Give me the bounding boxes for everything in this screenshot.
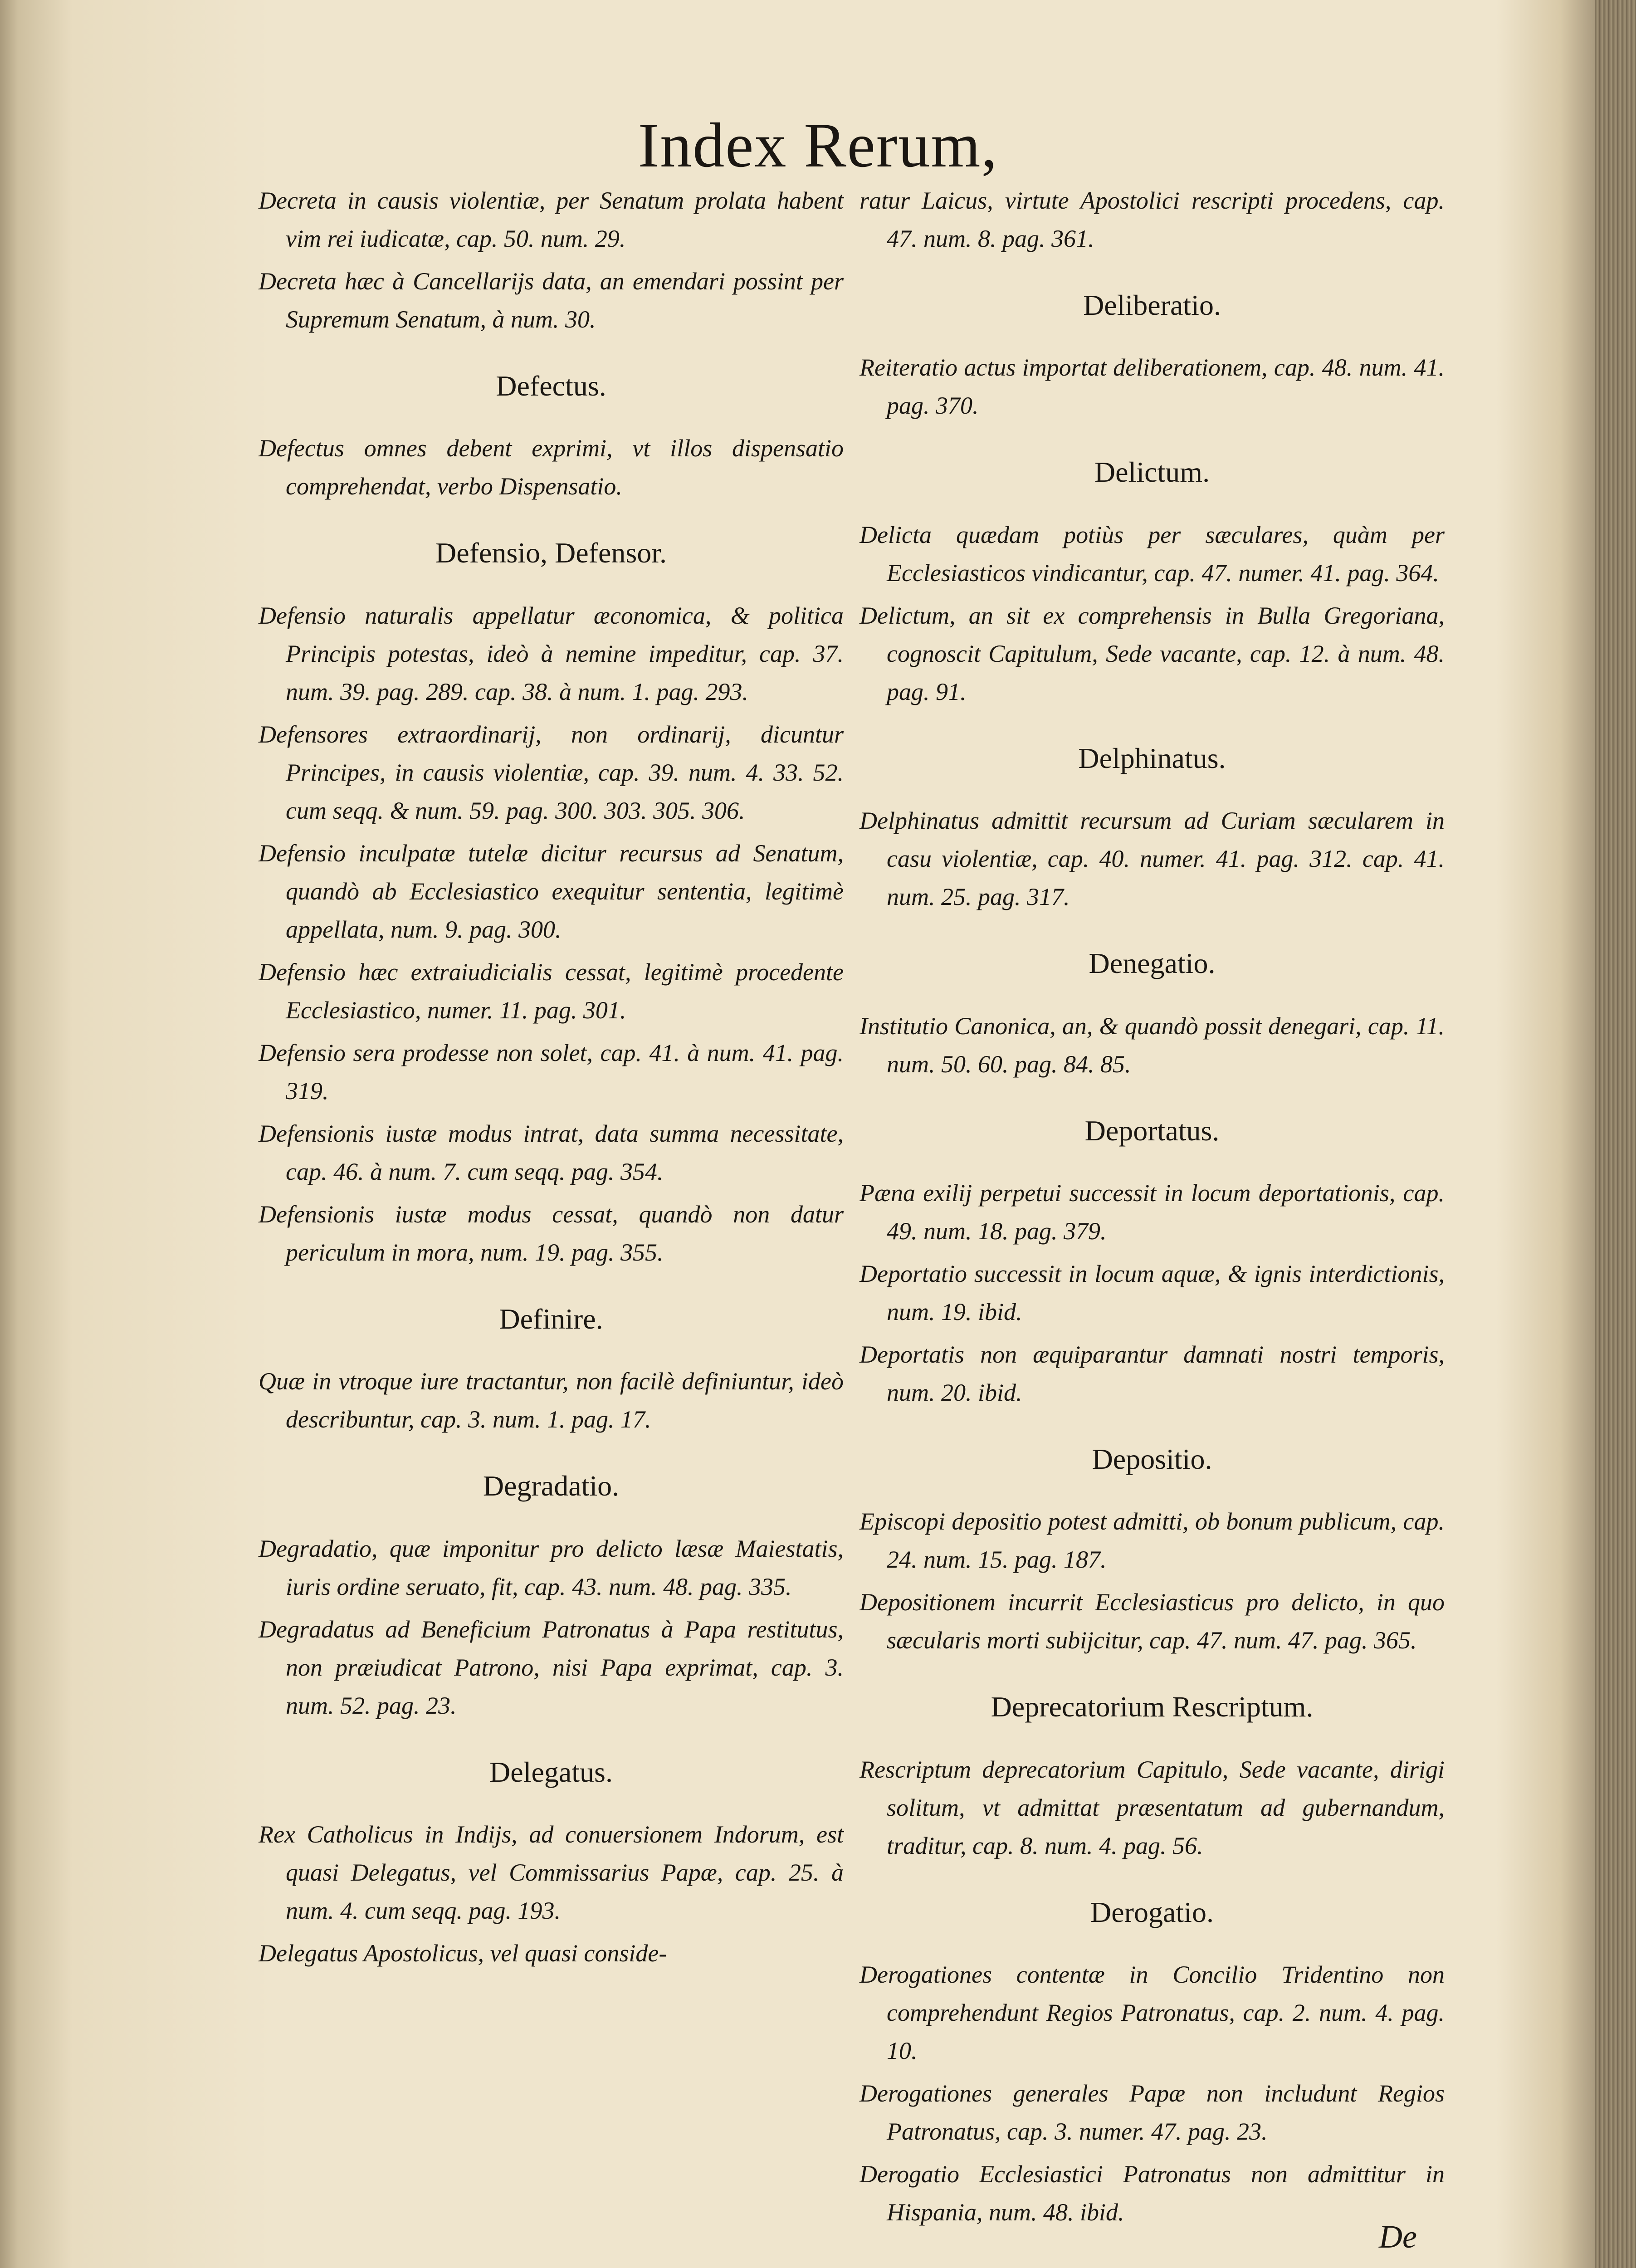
index-entry: Rescriptum deprecatorium Capitulo, Sede vacante, dirigi solitum, vt admittat præsentatum ad gubernandum, traditur, cap. 8. num. 4. pag. 56.	[860, 1755, 1445, 1859]
section-heading: Deportatus.	[1084, 1114, 1220, 1147]
section-heading: Defectus.	[496, 370, 606, 402]
index-entry: Deportatis non æquiparantur damnati nostri temporis, num. 20. ibid.	[860, 1340, 1445, 1406]
index-entry: Defensio hæc extraiudicialis cessat, legitimè procedente Ecclesiastico, numer. 11. pag. 301.	[259, 958, 844, 1024]
index-entry: Defensionis iustæ modus intrat, data summa necessitate, cap. 46. à num. 7. cum seqq. pag. 354.	[259, 1119, 844, 1185]
index-entry: Quæ in vtroque iure tractantur, non facilè definiuntur, ideò describuntur, cap. 3. num. 1. pag. 17.	[259, 1368, 844, 1433]
index-entry: Defectus omnes debent exprimi, vt illos dispensatio comprehendat, verbo Dispensatio.	[259, 435, 844, 500]
index-entry: Delictum, an sit ex comprehensis in Bulla Gregoriana, cognoscit Capitulum, Sede vacante, cap. 12. à num. 48. pag. 91.	[860, 601, 1445, 705]
section-heading: Delictum.	[1094, 456, 1210, 489]
index-entry: Delicta quædam potiùs per sæculares, quàm per Ecclesiasticos vindicantur, cap. 47. numer. 41. pag. 364.	[860, 521, 1445, 587]
index-entry: Decreta in causis violentiæ, per Senatum prolata habent vim rei iudicatæ, cap. 50. num. 29.	[259, 187, 844, 252]
index-entry: Derogatio Ecclesiastici Patronatus non admittitur in Hispania, num. 48. ibid.	[860, 2160, 1445, 2226]
section-heading: Denegatio.	[1089, 947, 1216, 980]
index-entry: Degradatus ad Beneficium Patronatus à Papa restitutus, non præiudicat Patrono, nisi Papa exprimat, cap. 3. num. 52. pag. 23.	[259, 1615, 844, 1719]
index-entry: Delegatus Apostolicus, vel quasi conside-	[259, 1939, 667, 1967]
index-entry: Derogationes contentæ in Concilio Tridentino non comprehendunt Regios Patronatus, cap. 2. num. 4. pag. 10.	[860, 1961, 1445, 2065]
index-entry: Episcopi depositio potest admitti, ob bonum publicum, cap. 24. num. 15. pag. 187.	[860, 1508, 1445, 1574]
index-entry: Defensionis iustæ modus cessat, quandò non datur periculum in mora, num. 19. pag. 355.	[259, 1200, 844, 1266]
section-heading: Deliberatio.	[1083, 289, 1221, 321]
page-title: Index Rerum,	[638, 110, 998, 181]
index-entry: Defensio sera prodesse non solet, cap. 41. à num. 41. pag. 319.	[259, 1039, 844, 1105]
index-entry: Pæna exilij perpetui successit in locum deportationis, cap. 49. num. 18. pag. 379.	[860, 1179, 1445, 1245]
index-entry: Depositionem incurrit Ecclesiasticus pro delicto, in quo sæcularis morti subijcitur, cap. 47. num. 47. pag. 365.	[860, 1589, 1445, 1654]
index-entry: Institutio Canonica, an, & quandò possit denegari, cap. 11. num. 50. 60. pag. 84. 85.	[860, 1012, 1445, 1078]
section-heading: Derogatio.	[1090, 1896, 1214, 1928]
section-heading: Delegatus.	[489, 1755, 613, 1788]
section-heading: Deprecatorium Rescriptum.	[991, 1691, 1314, 1723]
index-entry: Decreta hæc à Cancellarijs data, an emendari possint per Supremum Senatum, à num. 30.	[259, 268, 844, 333]
section-heading: Degradatio.	[483, 1470, 620, 1502]
catchword: De	[1379, 2219, 1417, 2255]
index-entry: Deportatio successit in locum aquæ, & ignis interdictionis, num. 19. ibid.	[860, 1260, 1445, 1325]
page-edges	[1595, 0, 1636, 2268]
section-heading: Definire.	[499, 1302, 603, 1335]
section-heading: Defensio, Defensor.	[435, 537, 667, 569]
index-entry: Defensio inculpatæ tutelæ dicitur recursus ad Senatum, quandò ab Ecclesiastico exequitur sententia, legitimè appellata, num. 9. pag. 300.	[259, 839, 844, 943]
right-column	[860, 181, 1445, 2236]
index-entry: Defensores extraordinarij, non ordinarij, dicuntur Principes, in causis violentiæ, cap. 39. num. 4. 33. 52. cum seqq. & num. 59. pag. 300. 303. 305. 306.	[259, 720, 844, 824]
index-entry: Derogationes generales Papæ non includunt Regios Patronatus, cap. 3. numer. 47. pag. 23.	[860, 2080, 1445, 2146]
index-entry: Defensio naturalis appellatur æconomica, & politica Principis potestas, ideò à nemine impeditur, cap. 37. num. 39. pag. 289. cap. 38. à num. 1. pag. 293.	[259, 601, 844, 705]
index-entry: ratur Laicus, virtute Apostolici rescripti procedens, cap. 47. num. 8. pag. 361.	[860, 187, 1445, 252]
index-entry: Delphinatus admittit recursum ad Curiam sæcularem in casu violentiæ, cap. 40. numer. 41. pag. 312. cap. 41. num. 25. pag. 317.	[860, 807, 1445, 911]
left-column	[259, 181, 844, 1977]
section-heading: Delphinatus.	[1078, 742, 1226, 774]
index-entry: Reiteratio actus importat deliberationem, cap. 48. num. 41. pag. 370.	[860, 354, 1445, 420]
index-entry: Degradatio, quæ imponitur pro delicto læsæ Maiestatis, iuris ordine seruato, fit, cap. 43. num. 48. pag. 335.	[259, 1535, 844, 1600]
index-entry: Rex Catholicus in Indijs, ad conuersionem Indorum, est quasi Delegatus, vel Commissarius Papæ, cap. 25. à num. 4. cum seqq. pag. 193.	[259, 1820, 844, 1924]
section-heading: Depositio.	[1092, 1442, 1212, 1475]
